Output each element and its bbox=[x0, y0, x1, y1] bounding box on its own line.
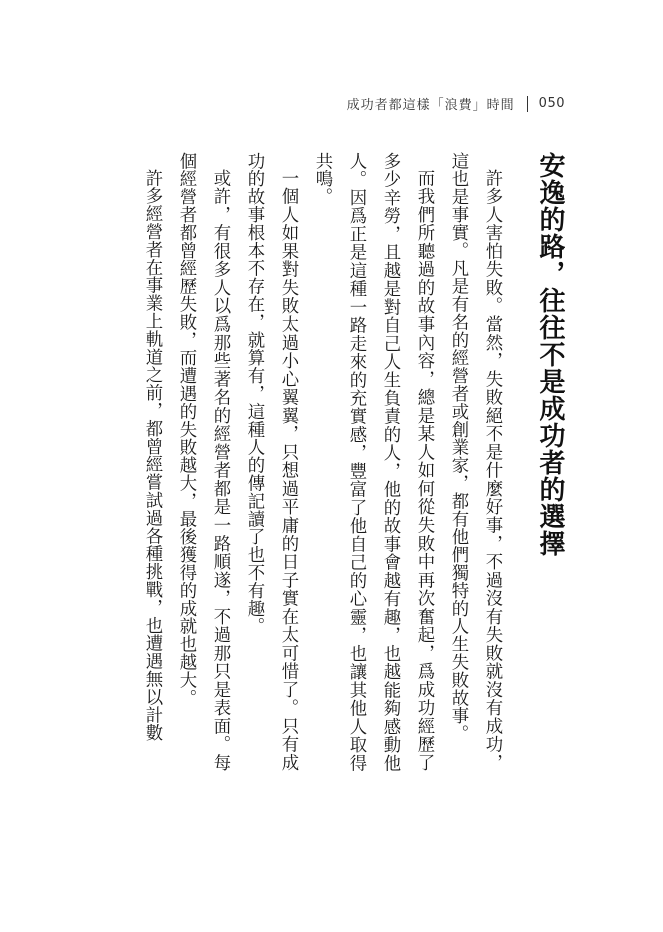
page-number: 050 bbox=[538, 96, 565, 111]
paragraph-3: 一個人如果對失敗太過小心翼翼，只想過平庸的日子實在太可惜了。只有成功的故事根本不存在，就算有，這種人的傳記讀了也不有趣。 bbox=[244, 152, 298, 772]
header-divider bbox=[527, 96, 528, 112]
running-header bbox=[347, 94, 565, 113]
paragraph-2: 而我們所聽過的故事內容，總是某人如何從失敗中再次奮起，爲成功經歷了多少辛勞，且越是對自己人生負責的人，他的故事會越有趣，也越能夠感動他人。因爲正是這種一路走來的充實感，豐富了他自己的心靈，也讓其他人取得共鳴。 bbox=[312, 152, 434, 772]
paragraph-4: 或許，有很多人以爲那些著名的經營者都是一路順遂，不過那只是表面。每個經營者都曾經歷失敗，而遭遇的失敗越大，最後獲得的成就也越大。 bbox=[176, 152, 230, 772]
paragraph-1: 許多人害怕失敗。當然，失敗絕不是什麼好事，不過沒有失敗就沒有成功，這也是事實。凡是有名的經營者或創業家，都有他們獨特的人生失敗故事。 bbox=[448, 152, 502, 772]
book-title: 成功者都這樣「浪費」時間 bbox=[346, 98, 515, 113]
chapter-title: 安逸的路，往往不是成功者的選擇 bbox=[535, 152, 565, 557]
paragraph-5: 許多經營者在事業上軌道之前，都曾經嘗試過各種挑戰，也遭遇無以計數 bbox=[142, 169, 162, 743]
chapter-body bbox=[95, 152, 565, 772]
